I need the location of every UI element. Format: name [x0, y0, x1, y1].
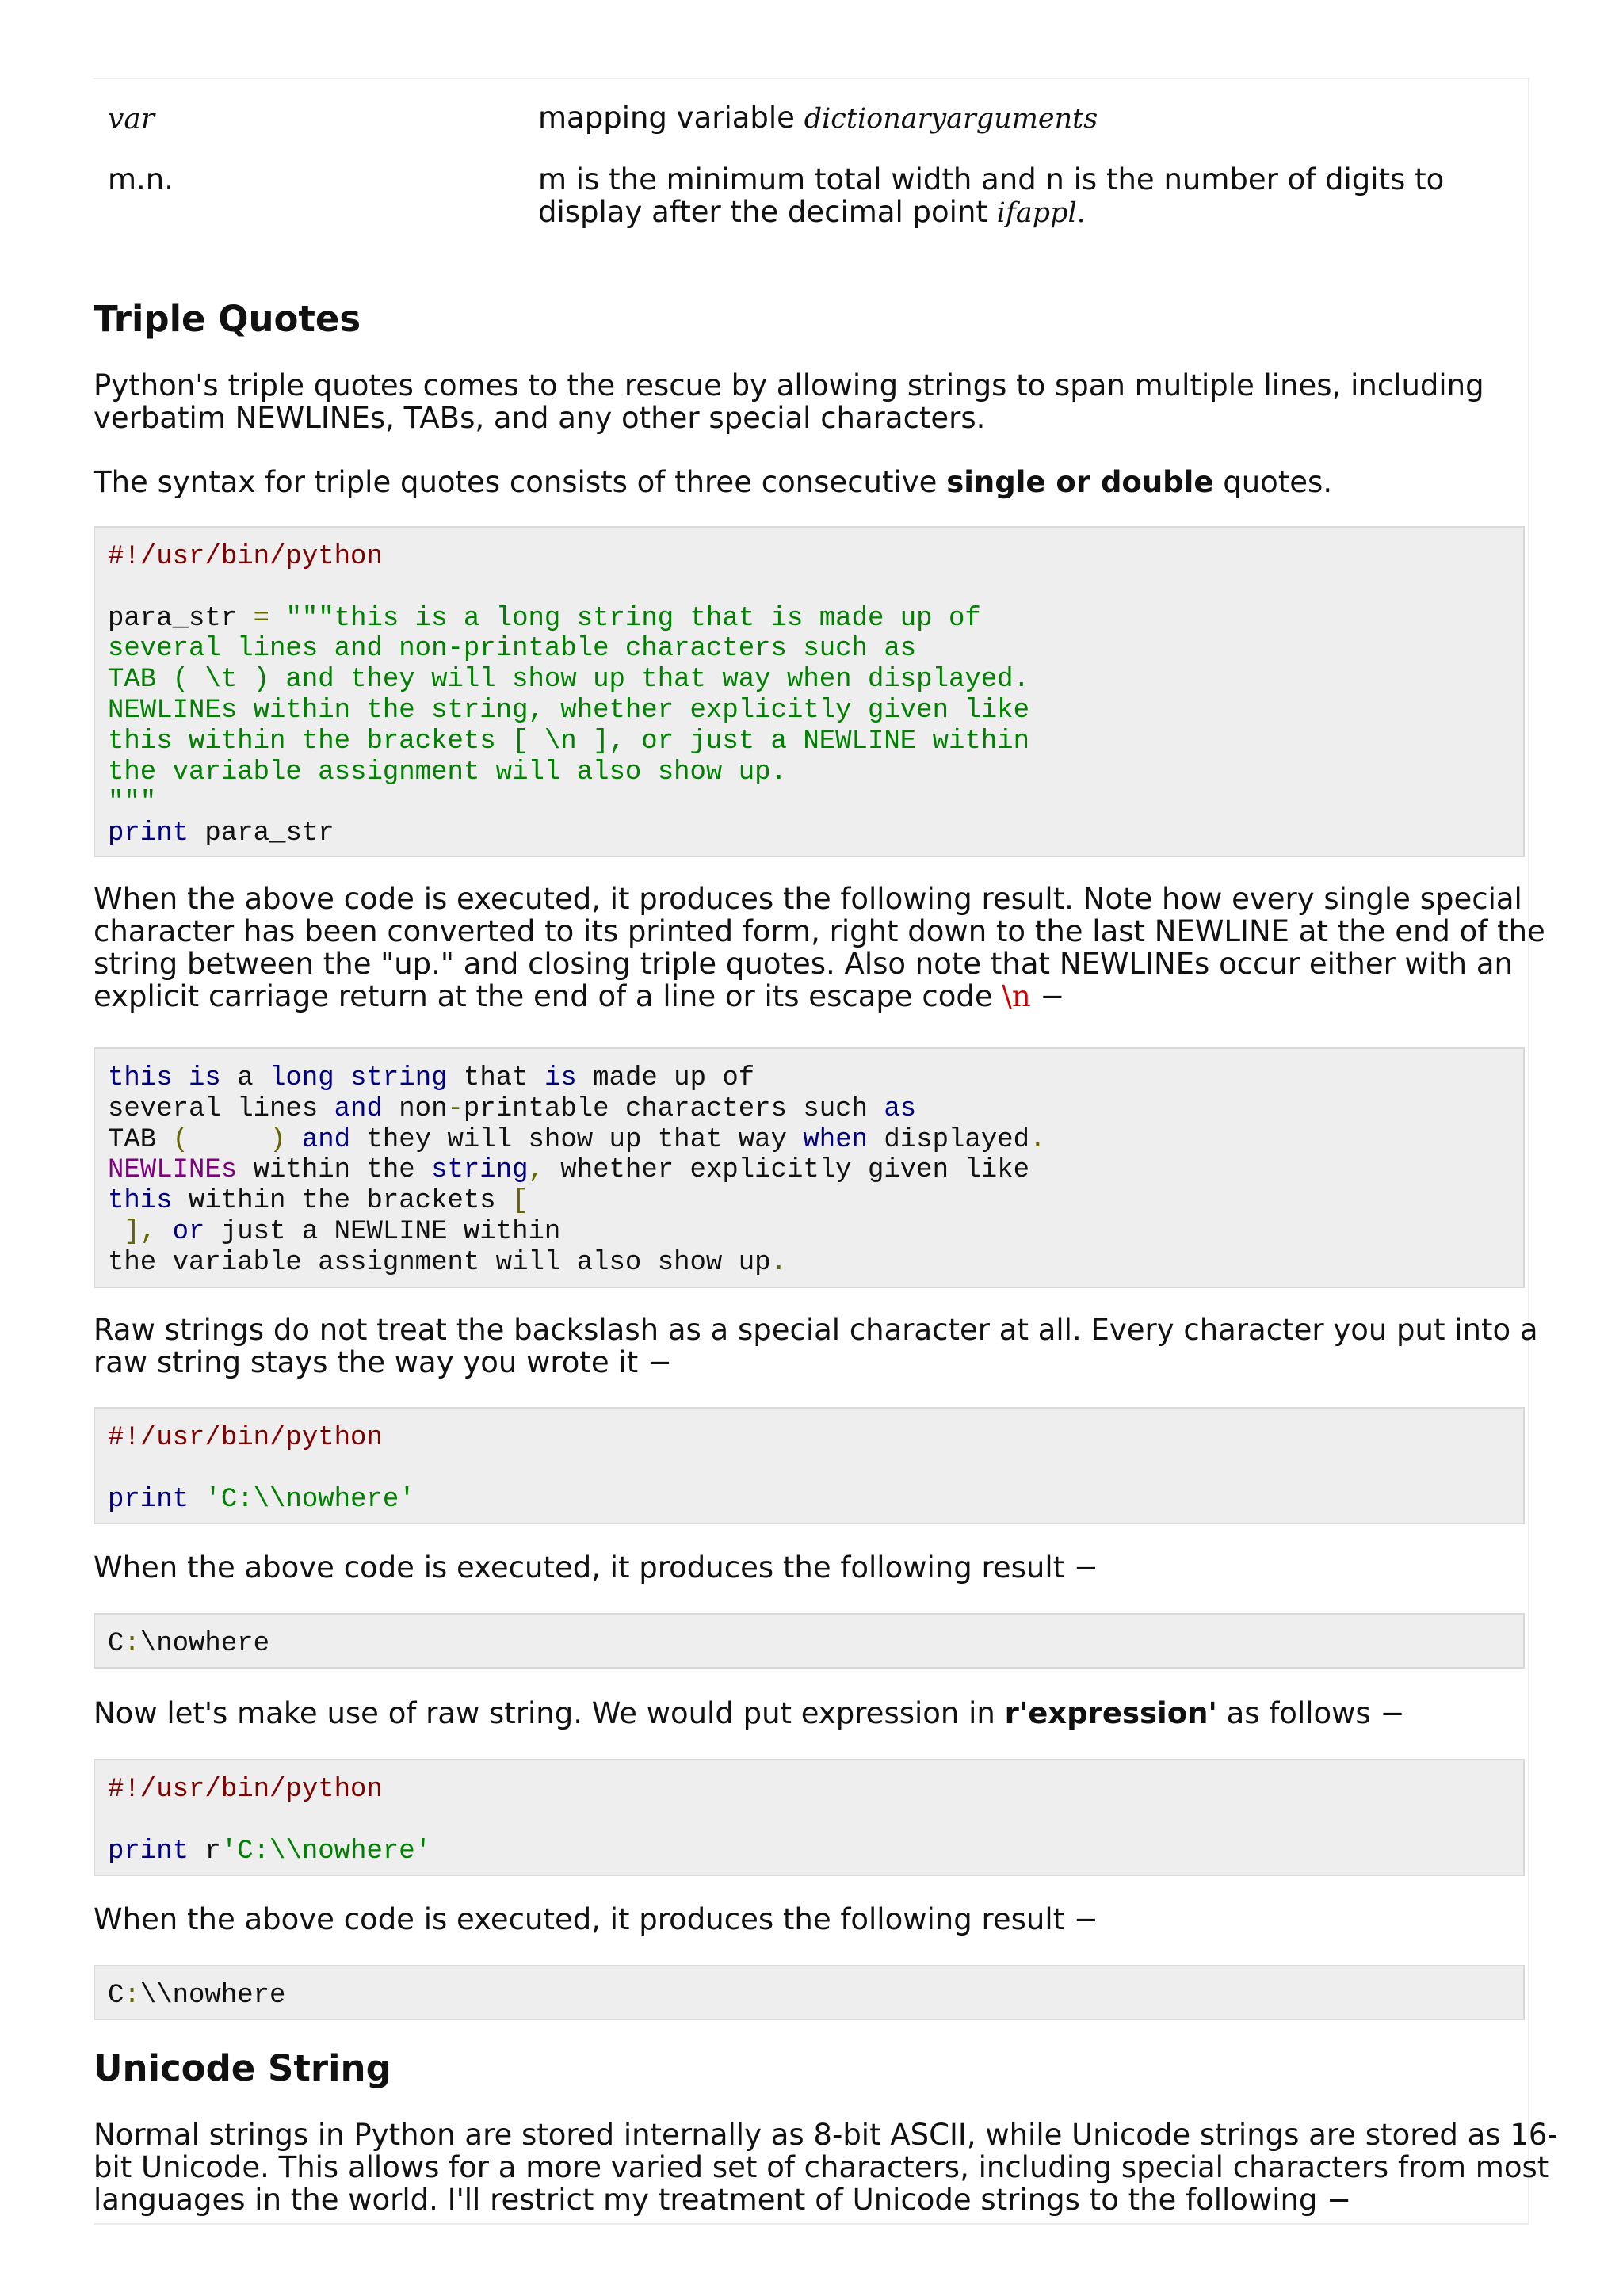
code-block-raw-1 — [94, 1407, 1525, 1524]
output-line — [108, 1217, 1523, 1248]
code-line — [108, 1485, 1523, 1516]
code-block-raw-2 — [94, 1759, 1525, 1876]
code-token: just a NEWLINE within — [204, 1216, 561, 1247]
heading-unicode-string: Unicode String — [94, 2047, 391, 2089]
table-desc-var-extra: dictionaryarguments — [804, 103, 1098, 135]
code-token: that — [447, 1063, 544, 1093]
code-token: printable characters such — [463, 1093, 884, 1124]
code-token — [173, 1063, 189, 1093]
code-token: the variable assignment will also show up — [108, 1247, 771, 1278]
output-line — [108, 1125, 1523, 1156]
code-token: is — [544, 1063, 577, 1093]
code-token: made up of — [576, 1063, 755, 1093]
paragraph-text: The syntax for triple quotes consists of three consecutive — [94, 465, 947, 499]
output-line — [108, 1186, 1523, 1217]
code-token: 'C:\\nowhere' — [220, 1836, 432, 1867]
table-term-mn: m.n. — [108, 162, 174, 196]
code-token: print — [108, 1836, 189, 1867]
table-desc-mn-line2-text: display after the decimal point — [538, 195, 987, 229]
code-token: string — [350, 1063, 448, 1093]
paragraph-line: When the above code is executed, it produces the following result. Note how every single special — [94, 882, 1522, 916]
code-line: several lines and non-printable characters such as — [108, 634, 917, 665]
code-token: print — [108, 818, 189, 849]
escape-code: \n — [1002, 979, 1031, 1013]
code-token: ( — [172, 1124, 189, 1155]
code-block-triple-quotes — [94, 526, 1525, 857]
code-token: print — [108, 1484, 189, 1515]
table-desc-var-text: mapping variable — [538, 101, 795, 135]
code-token: . — [770, 1247, 787, 1278]
output-line — [108, 1629, 1523, 1660]
code-token — [156, 1217, 172, 1247]
code-line: this within the brackets [ \n ], or just a NEWLINE within — [108, 726, 1029, 757]
code-line-blank — [108, 1806, 1523, 1836]
code-token: within the — [237, 1155, 432, 1186]
output-line — [108, 1063, 1523, 1094]
code-line-blank — [108, 1454, 1523, 1485]
code-token: : — [124, 1629, 140, 1659]
code-token — [334, 1063, 350, 1093]
code-token: when — [803, 1124, 869, 1155]
code-line: TAB ( \t ) and they will show up that way when displayed. — [108, 665, 1029, 696]
code-token: ) — [269, 1124, 286, 1155]
output-line — [108, 1248, 1523, 1279]
paragraph-line: character has been converted to its printed form, right down to the last NEWLINE at the end of the — [94, 914, 1545, 948]
output-line — [108, 1155, 1523, 1186]
table-desc-mn-line2 — [538, 196, 1444, 230]
code-line-shebang: #!/usr/bin/python — [108, 1775, 383, 1805]
code-token: C — [108, 1981, 124, 2011]
code-token: ], — [124, 1216, 157, 1247]
output-line — [108, 1094, 1523, 1125]
paragraph-text: explicit carriage return at the end of a line or its escape code — [94, 979, 1002, 1013]
paragraph-raw-expression — [94, 1697, 1404, 1730]
code-token — [108, 1217, 124, 1247]
paragraph-line: Normal strings in Python are stored internally as 8-bit ASCII, while Unicode strings are stored as 16- — [94, 2118, 1558, 2152]
paragraph-bold-text: r'expression' — [1004, 1696, 1217, 1730]
paragraph-result-1: When the above code is executed, it produces the following result − — [94, 1550, 1098, 1585]
code-token: long — [269, 1063, 334, 1093]
paragraph-text: Now let's make use of raw string. We would put expression in — [94, 1696, 1005, 1730]
code-token: \\nowhere — [139, 1981, 286, 2011]
code-line: """ — [108, 788, 157, 818]
code-token: """this is a long string that is made up of — [269, 603, 981, 634]
paragraph-unicode-intro — [94, 2119, 1558, 2216]
code-token: . — [1029, 1124, 1046, 1155]
code-line — [108, 818, 1523, 849]
code-line-blank — [108, 573, 1523, 604]
code-token: para_str — [108, 603, 254, 634]
table-desc-var — [538, 101, 1098, 135]
code-token: r — [189, 1836, 221, 1867]
code-token: string — [431, 1155, 529, 1186]
paragraph-line: bit Unicode. This allows for a more varied set of characters, including special characters from most — [94, 2150, 1549, 2184]
paragraph-text: quotes. — [1213, 465, 1333, 499]
code-token: a — [220, 1063, 270, 1093]
table-desc-mn-line1: m is the minimum total width and n is the number of digits to — [538, 162, 1445, 196]
code-line: the variable assignment will also show up. — [108, 757, 787, 788]
code-line-shebang: #!/usr/bin/python — [108, 542, 383, 572]
paragraph-text: as follows − — [1216, 1696, 1405, 1730]
code-token: \nowhere — [139, 1629, 270, 1659]
paragraph-triple-intro — [94, 369, 1484, 434]
table-desc-mn-extra: ifappl. — [996, 197, 1086, 229]
code-token: - — [447, 1093, 464, 1124]
paragraph-result-2: When the above code is executed, it produces the following result − — [94, 1902, 1098, 1936]
output-block-raw-2 — [94, 1965, 1525, 2020]
code-token: 'C:\\nowhere' — [189, 1484, 415, 1515]
code-line — [108, 1836, 1523, 1867]
code-token: whether explicitly given like — [544, 1155, 1030, 1186]
output-line — [108, 1981, 1523, 2012]
code-line-shebang: #!/usr/bin/python — [108, 1423, 383, 1453]
paragraph-raw-strings — [94, 1314, 1538, 1379]
code-token: para_str — [189, 818, 334, 849]
code-line: NEWLINEs within the string, whether explicitly given like — [108, 695, 1029, 726]
paragraph-text: − — [1030, 979, 1065, 1013]
code-token: = — [253, 603, 270, 634]
code-token: non — [382, 1093, 448, 1124]
paragraph-triple-syntax — [94, 466, 1332, 498]
code-token: within the brackets — [172, 1186, 513, 1217]
paragraph-line: verbatim NEWLINEs, TABs, and any other special characters. — [94, 401, 986, 435]
code-token: this — [108, 1186, 173, 1217]
code-token: displayed — [868, 1124, 1030, 1155]
code-token: or — [172, 1216, 205, 1247]
code-token: and — [301, 1124, 351, 1155]
code-token: , — [528, 1155, 544, 1186]
output-block-raw-1 — [94, 1613, 1525, 1669]
paragraph-line: Raw strings do not treat the backslash as a special character at all. Every character you put into a — [94, 1313, 1538, 1347]
paragraph-line — [94, 980, 1545, 1013]
paragraph-line: raw string stays the way you wrote it − — [94, 1345, 672, 1379]
heading-triple-quotes: Triple Quotes — [94, 298, 361, 340]
code-line — [108, 604, 1523, 635]
table-desc-mn — [538, 163, 1444, 230]
code-token: C — [108, 1629, 124, 1659]
output-block-triple-quotes — [94, 1047, 1525, 1288]
code-token: several lines — [108, 1093, 334, 1124]
code-token — [285, 1125, 301, 1155]
code-token: as — [884, 1093, 917, 1124]
code-token: they will show up that way — [350, 1124, 804, 1155]
table-term-var: var — [108, 103, 155, 135]
code-token: and — [334, 1093, 383, 1124]
code-token: : — [124, 1981, 140, 2011]
code-token: [ — [512, 1186, 529, 1217]
code-token: this — [108, 1063, 173, 1093]
paragraph-line: string between the "up." and closing triple quotes. Also note that NEWLINEs occur either with an — [94, 947, 1513, 981]
code-token: NEWLINEs — [108, 1155, 238, 1186]
paragraph-line: Python's triple quotes comes to the rescue by allowing strings to span multiple lines, including — [94, 368, 1484, 402]
paragraph-triple-result — [94, 883, 1545, 1013]
paragraph-line: languages in the world. I'll restrict my treatment of Unicode strings to the following − — [94, 2183, 1352, 2217]
document-page — [94, 78, 1558, 2225]
code-token: is — [189, 1063, 221, 1093]
code-token: TAB — [108, 1124, 173, 1155]
code-token — [189, 1125, 269, 1155]
paragraph-bold-text: single or double — [946, 465, 1214, 499]
